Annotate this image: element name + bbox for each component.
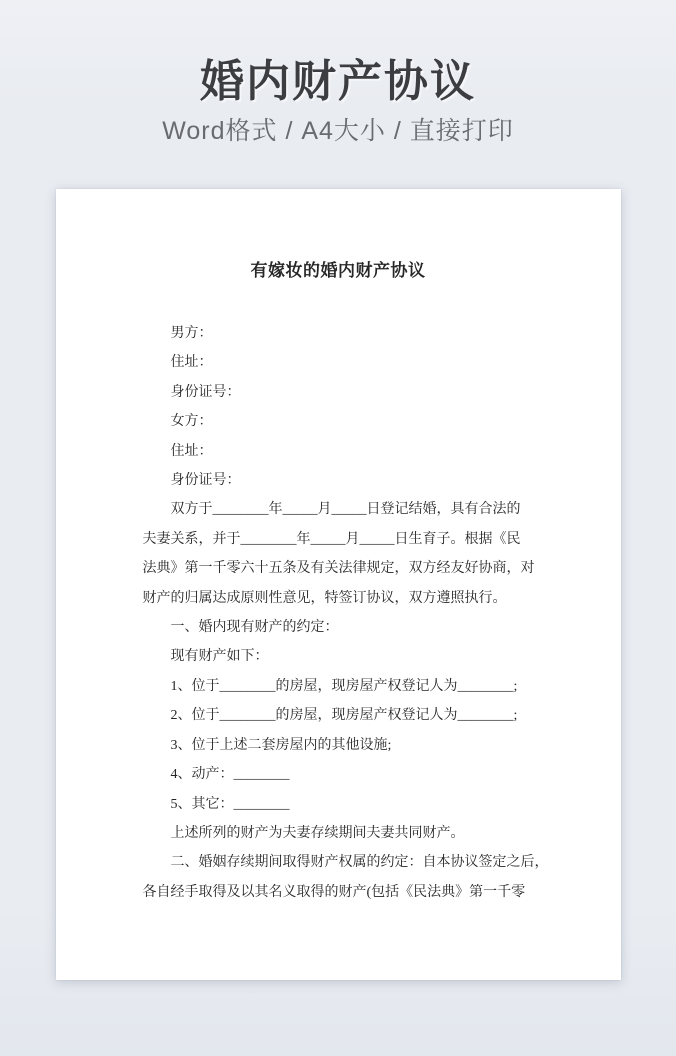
document-line: 二、婚姻存续期间取得财产权属的约定：自本协议签定之后， [170,855,549,871]
document-line: 现有财产如下： [170,649,269,665]
document-line: 男方： [170,326,213,341]
document-line: 身份证号： [170,473,241,489]
document-body [142,319,549,907]
document-line: 5、其它：________ [170,796,290,812]
document-line: 各自经手取得及以其名义取得的财产(包括《民法典》第一千零 [142,884,526,900]
page-subtitle: Word格式 / A4大小 / 直接打印 [162,117,514,145]
document-title: 有嫁妆的婚内财产协议 [250,261,426,280]
document-line: 法典》第一千零六十五条及有关法律规定，双方经友好协商，对 [142,561,535,577]
document-page [56,189,621,980]
document-line: 4、动产：________ [170,767,290,783]
document-line: 住址： [170,355,213,371]
document-line: 财产的归属达成原则性意见，特签订协议，双方遵照执行。 [142,590,507,606]
document-line: 身份证号： [170,384,241,400]
document-line: 住址： [170,443,213,459]
document-line: 双方于________年_____月_____日登记结婚，具有合法的 [170,502,521,518]
document-line: 1、位于________的房屋，现房屋产权登记人为________; [170,678,518,694]
document-line: 上述所列的财产为夫妻存续期间夫妻共同财产。 [170,825,465,841]
document-line: 一、婚内现有财产的约定： [170,620,339,636]
document-line: 女方： [170,414,213,430]
header [0,0,676,146]
document-line: 2、位于________的房屋，现房屋产权登记人为________; [170,708,518,724]
document-line: 3、位于上述二套房屋内的其他设施; [170,737,392,753]
page-title: 婚内财产协议 [200,57,476,106]
document-line: 夫妻关系，并于________年_____月_____日生育子。根据《民 [142,531,521,547]
